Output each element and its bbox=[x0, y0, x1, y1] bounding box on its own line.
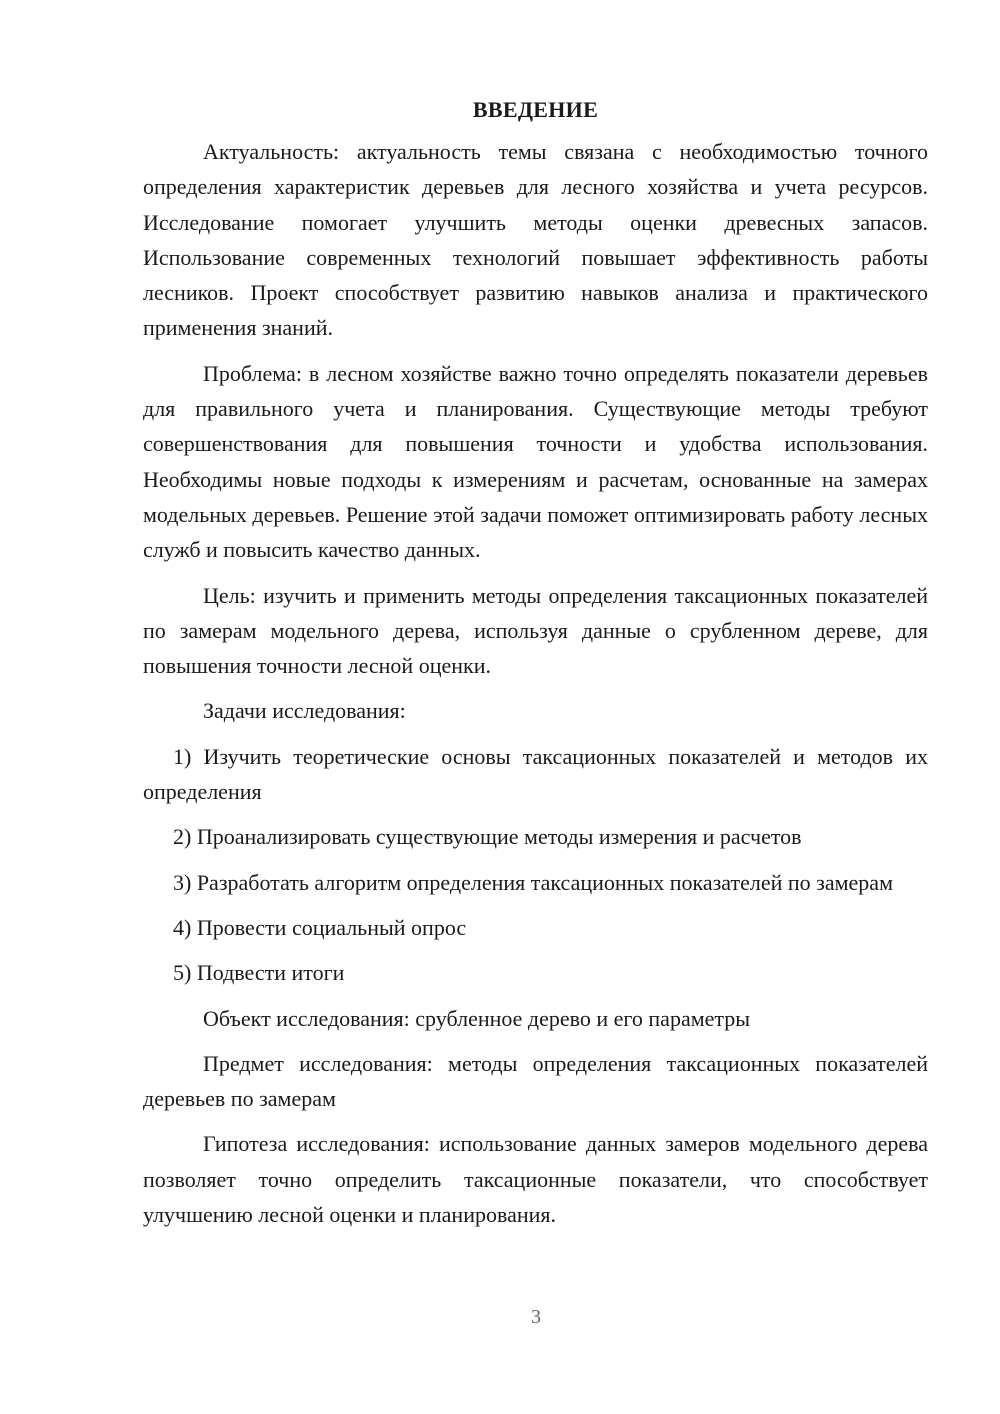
paragraph-subject: Предмет исследования: методы определения таксационных показателей деревьев по замерам bbox=[143, 1050, 928, 1112]
list-item: 4) Провести социальный опрос bbox=[173, 914, 467, 940]
paragraph-relevance: Актуальность: актуальность темы связана с необходимостью точного определения характеристик деревьев для лесного хозяйства и учета ресурсов. Исследование помогает улучшить методы оценки древесных запасов. Использование современных технологий повышает эффективность работы лесников. Проект способствует развитию навыков анализа и практического применения знаний. bbox=[143, 139, 928, 341]
paragraph-hypothesis: Гипотеза исследования: использование данных замеров модельного дерева позволяет точно определить таксационные показатели, что способствует улучшению лесной оценки и планирования. bbox=[143, 1131, 928, 1228]
paragraph-problem: Проблема: в лесном хозяйстве важно точно определять показатели деревьев для правильного учета и планирования. Существующие методы требуют совершенствования для повышения точности и удобства использования. Необходимы новые подходы к измерениям и расчетам, основанные на замерах модельных деревьев. Решение этой задачи поможет оптимизировать работу лесных служб и повысить качество данных. bbox=[143, 360, 928, 563]
list-item: 2) Проанализировать существующие методы измерения и расчетов bbox=[173, 824, 802, 850]
document-title: ВВЕДЕНИЕ bbox=[472, 97, 599, 122]
page-number: 3 bbox=[531, 1306, 541, 1328]
list-item: 5) Подвести итоги bbox=[173, 960, 345, 986]
document-page bbox=[143, 92, 928, 1242]
tasks-list bbox=[143, 739, 928, 991]
paragraph-object: Объект исследования: срубленное дерево и его параметры bbox=[203, 1005, 751, 1031]
tasks-heading: Задачи исследования: bbox=[203, 698, 406, 724]
paragraph-goal: Цель: изучить и применить методы определения таксационных показателей по замерам модельного дерева, используя данные о срубленном дереве, для повышения точности лесной оценки. bbox=[143, 582, 928, 679]
list-item: 1) Изучить теоретические основы таксационных показателей и методов их определения bbox=[143, 743, 928, 805]
list-item: 3) Разработать алгоритм определения таксационных показателей по замерам bbox=[173, 869, 893, 895]
